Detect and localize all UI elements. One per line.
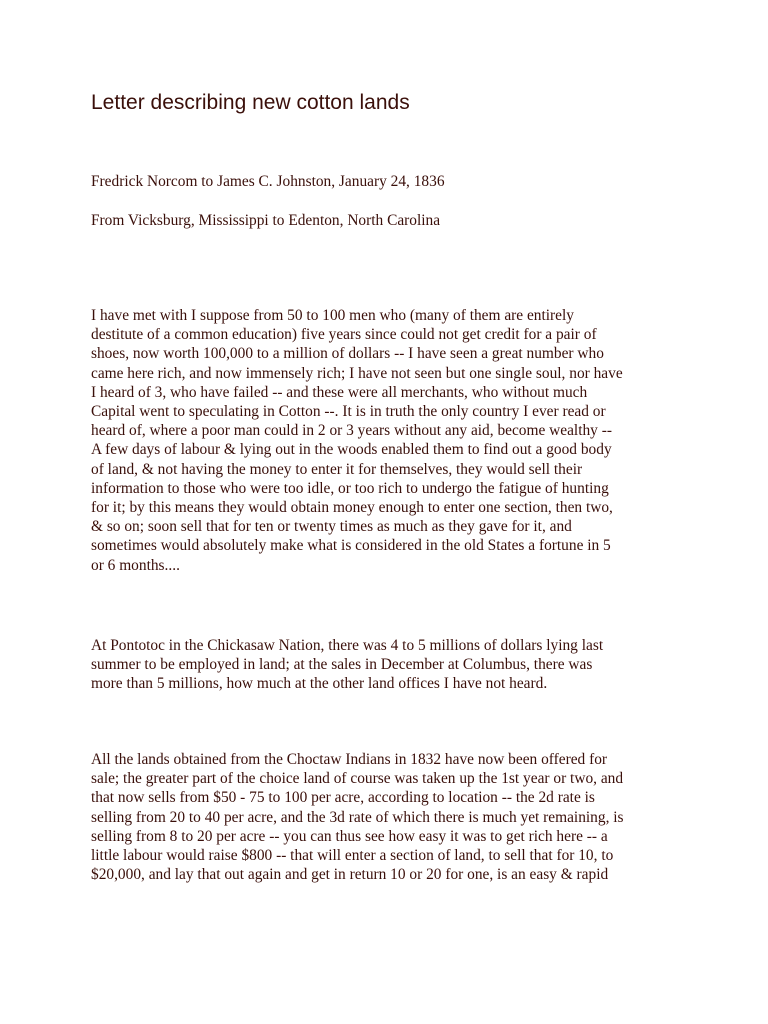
route-line: From Vicksburg, Mississippi to Edenton, North Carolina xyxy=(91,212,441,229)
text-line: that now sells from $50 - 75 to 100 per acre, according to location -- the 2d rate is xyxy=(91,789,595,807)
correspondents-line: Fredrick Norcom to James C. Johnston, January 24, 1836 xyxy=(91,173,445,190)
text-line: for it; by this means they would obtain money enough to enter one section, then two, xyxy=(91,499,613,517)
text-line: heard of, where a poor man could in 2 or 3 years without any aid, become wealthy -- xyxy=(91,422,612,440)
text-line: came here rich, and now immensely rich; I have not seen but one single soul, nor have xyxy=(91,364,623,382)
text-line: I have met with I suppose from 50 to 100 men who (many of them are entirely xyxy=(91,307,574,324)
text-line: I heard of 3, who have failed -- and these were all merchants, who without much xyxy=(91,383,588,401)
text-line: sometimes would absolutely make what is considered in the old States a fortune in 5 xyxy=(91,537,611,555)
text-line: shoes, now worth 100,000 to a million of dollars -- I have seen a great number who xyxy=(91,345,604,363)
text-line: All the lands obtained from the Choctaw Indians in 1832 have now been offered for xyxy=(91,751,608,768)
text-line: At Pontotoc in the Chickasaw Nation, there was 4 to 5 millions of dollars lying last xyxy=(91,637,604,654)
text-line: sale; the greater part of the choice land of course was taken up the 1st year or two, and xyxy=(91,770,624,788)
text-line: & so on; soon sell that for ten or twenty times as much as they gave for it, and xyxy=(91,518,572,536)
text-line: more than 5 millions, how much at the other land offices I have not heard. xyxy=(91,675,548,693)
text-line: information to those who were too idle, or too rich to undergo the fatigue of hunting xyxy=(91,479,609,497)
text-line: selling from 8 to 20 per acre -- you can thus see how easy it was to get rich here -- a xyxy=(91,827,608,845)
paragraph-1 xyxy=(91,306,623,575)
page-title: Letter describing new cotton lands xyxy=(91,91,410,114)
text-line: destitute of a common education) five years since could not get credit for a pair of xyxy=(91,326,597,344)
text-line: A few days of labour & lying out in the woods enabled them to find out a good body xyxy=(91,441,612,459)
text-line: summer to be employed in land; at the sales in December at Columbus, there was xyxy=(91,656,593,674)
text-line: $20,000, and lay that out again and get in return 10 or 20 for one, is an easy & rapid xyxy=(91,866,609,884)
text-line: of land, & not having the money to enter it for themselves, they would sell their xyxy=(91,460,583,478)
paragraph-3 xyxy=(91,750,624,884)
text-line: Capital went to speculating in Cotton --. It is in truth the only country I ever read or xyxy=(91,403,606,421)
text-line: or 6 months.... xyxy=(91,556,180,574)
text-line: selling from 20 to 40 per acre, and the 3d rate of which there is much yet remaining, is xyxy=(91,808,624,826)
paragraph-2 xyxy=(91,636,603,694)
text-line: little labour would raise $800 -- that will enter a section of land, to sell that for 10, to xyxy=(91,847,614,865)
